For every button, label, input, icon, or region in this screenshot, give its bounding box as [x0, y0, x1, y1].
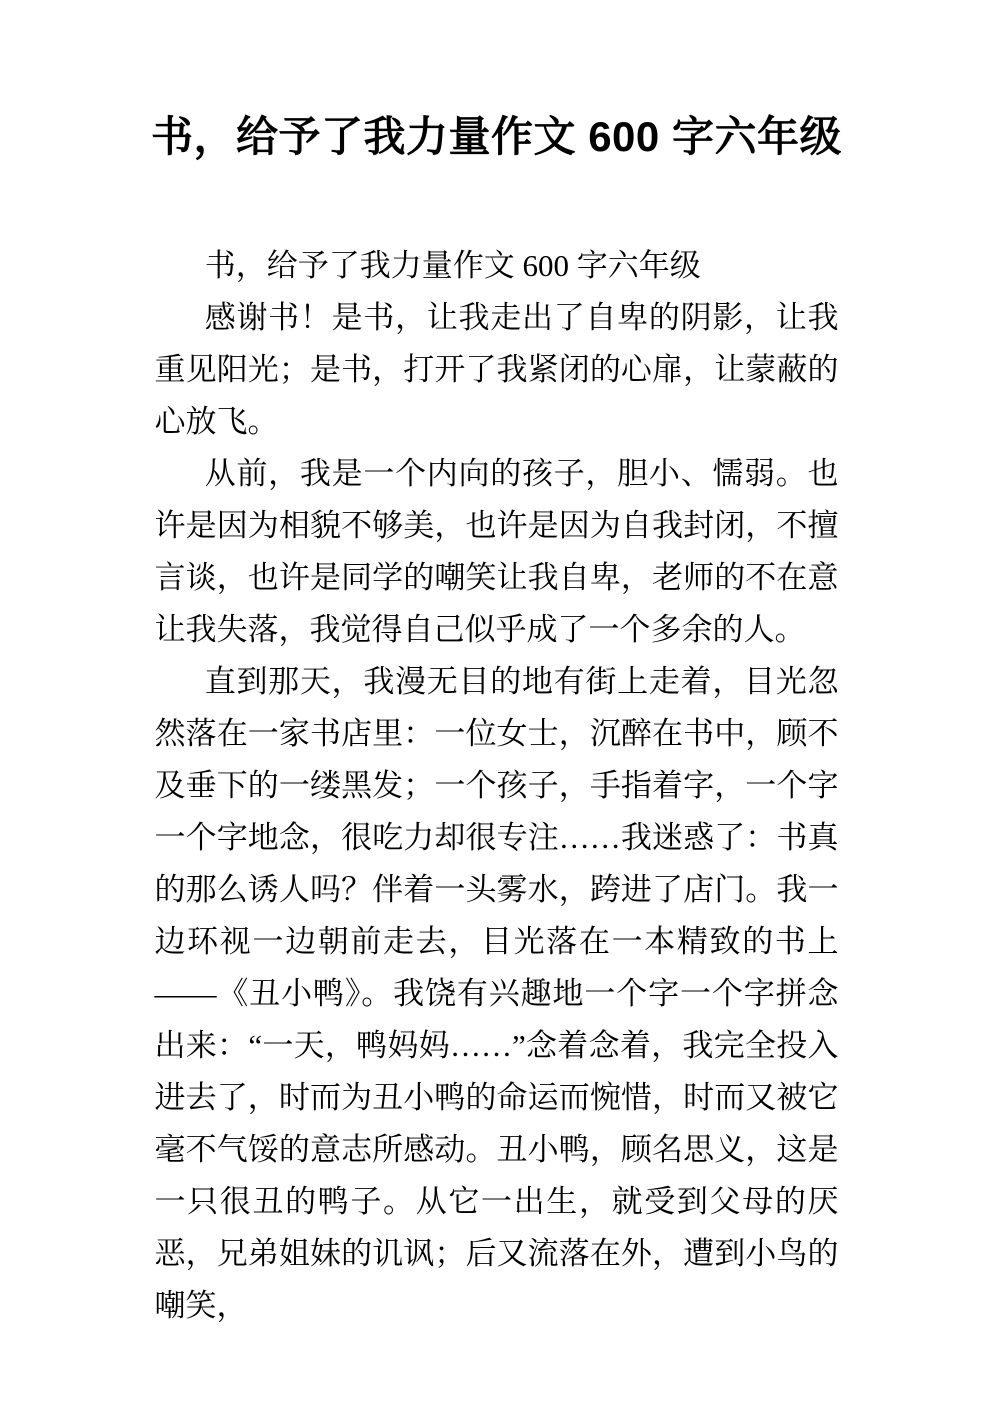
paragraph-subtitle: 书，给予了我力量作文 600 字六年级: [204, 248, 701, 283]
paragraph: 感谢书！是书，让我走出了自卑的阴影，让我重见阳光；是书，打开了我紧闭的心扉，让蒙蔽的心放飞。: [154, 300, 839, 439]
paragraph: 从前，我是一个内向的孩子，胆小、懦弱。也许是因为相貌不够美，也许是因为自我封闭，不擅言谈，也许是同学的嘲笑让我自卑，老师的不在意让我失落，我觉得自己似乎成了一个多余的人。: [154, 456, 839, 647]
document-body: [155, 240, 839, 1332]
paragraph: 直到那天，我漫无目的地有街上走着，目光忽然落在一家书店里：一位女士，沉醉在书中，顾不及垂下的一缕黑发；一个孩子，手指着字，一个字一个字地念，很吃力却很专注……我迷惑了：书真的那么诱人吗？伴着一头雾水，跨进了店门。我一边环视一边朝前走去，目光落在一本精致的书上——《丑小鸭》。我饶有兴趣地一个字一个字拼念出来：“一天，鸭妈妈……”念着念着，我完全投入进去了，时而为丑小鸭的命运而惋惜，时而又被它毫不气馁的意志所感动。丑小鸭，顾名思义，这是一只很丑的鸭子。从它一出生，就受到父母的厌恶，兄弟姐妹的讥讽；后又流落在外，遭到小鸟的嘲笑，: [154, 664, 839, 1323]
document-title: 书，给予了我力量作文 600 字六年级: [151, 113, 842, 160]
